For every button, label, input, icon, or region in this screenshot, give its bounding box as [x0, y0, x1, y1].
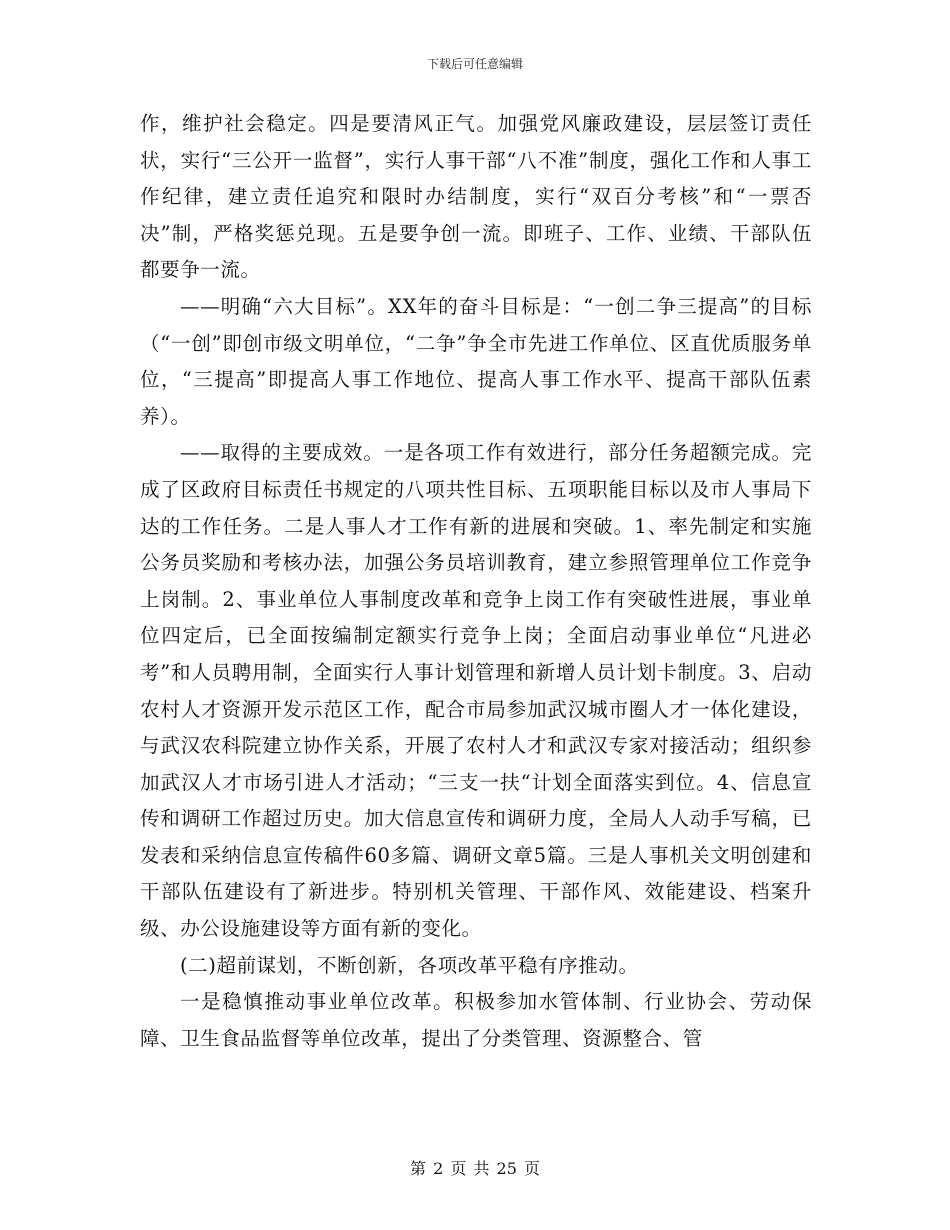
- paragraph-5: 一是稳慎推动事业单位改革。积极参加水管体制、行业协会、劳动保障、卫生食品监督等单位改革，提出了分类管理、资源整合、管: [140, 990, 812, 1050]
- page-header-note: 下载后可任意编辑: [426, 57, 523, 71]
- document-body: [140, 106, 812, 1057]
- page-number-footer: 第 2 页 共 25 页: [410, 1159, 540, 1178]
- paragraph-4: (二)超前谋划，不断创新，各项改革平稳有序推动。: [179, 953, 639, 977]
- paragraph-3: ——取得的主要成效。一是各项工作有效进行，部分任务超额完成。完成了区政府目标责任书规定的八项共性目标、五项职能目标以及市人事局下达的工作任务。二是人事人才工作有新的进展和突破。1、率先制定和实施公务员奖励和考核办法，加强公务员培训教育，建立参照管理单位工作竞争上岗制。2、事业单位人事制度改革和竞争上岗工作有突破性进展，事业单位四定后，已全面按编制定额实行竞争上岗；全面启动事业单位“凡进必考”和人员聘用制，全面实行人事计划管理和新增人员计划卡制度。3、启动农村人才资源开发示范区工作，配合市局参加武汉城市圈人才一体化建设，与武汉农科院建立协作关系，开展了农村人才和武汉专家对接活动；组织参加武汉人才市场引进人才活动；“三支一扶“计划全面落实到位。4、信息宣传和调研工作超过历史。加大信息宣传和调研力度，全局人人动手写稿，已发表和采纳信息宣传稿件60多篇、调研文章5篇。三是人事机关文明创建和干部队伍建设有了新进步。特别机关管理、干部作风、效能建设、档案升级、办公设施建设等方面有新的变化。: [140, 441, 812, 941]
- paragraph-1: 作，维护社会稳定。四是要清风正气。加强党风廉政建设，层层签订责任状，实行“三公开一监督”，实行人事干部“八不准”制度，强化工作和人事工作纪律，建立责任追究和限时办结制度，实行“双百分考核”和“一票否决”制，严格奖惩兑现。五是要争创一流。即班子、工作、业绩、干部队伍都要争一流。: [140, 112, 812, 282]
- paragraph-2: ——明确“六大目标”。XX年的奋斗目标是：“一创二争三提高”的目标（“一创”即创市级文明单位，“二争”争全市先进工作单位、区直优质服务单位，“三提高”即提高人事工作地位、提高人事工作水平、提高干部队伍素养）。: [140, 294, 812, 428]
